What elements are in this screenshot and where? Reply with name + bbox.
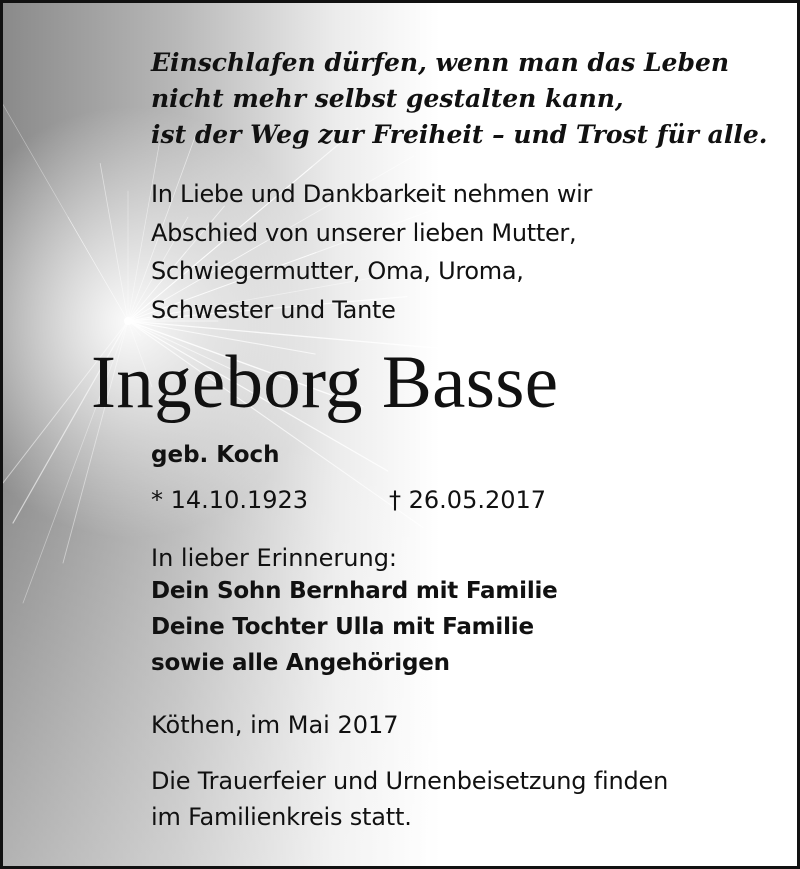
- intro-line: Schwiegermutter, Oma, Uroma,: [151, 257, 524, 285]
- funeral-notice: [151, 763, 668, 835]
- intro-line: Schwester und Tante: [151, 295, 396, 324]
- motto-line: nicht mehr selbst gestalten kann,: [151, 84, 624, 113]
- notice-line: Die Trauerfeier und Urnenbeisetzung finden: [151, 767, 669, 795]
- intro-line: Abschied von unserer lieben Mutter,: [151, 218, 577, 247]
- mourner-line: Dein Sohn Bernhard mit Familie: [151, 578, 558, 604]
- seed-core: [124, 317, 132, 325]
- deceased-name: Ingeborg Basse: [91, 341, 559, 424]
- intro-text: [151, 175, 592, 329]
- motto-line: ist der Weg zur Freiheit – und Trost für alle.: [151, 120, 768, 149]
- motto-line: Einschlafen dürfen, wenn man das Leben: [151, 48, 730, 77]
- maiden-name: geb. Koch: [151, 442, 280, 468]
- birth-date: * 14.10.1923: [151, 486, 309, 514]
- notice-line: im Familienkreis statt.: [151, 803, 412, 831]
- motto-verse: [151, 45, 767, 153]
- mourner-line: sowie alle Angehörigen: [151, 650, 450, 676]
- death-date: † 26.05.2017: [389, 486, 547, 514]
- memory-label: In lieber Erinnerung:: [151, 544, 398, 572]
- place-date: Köthen, im Mai 2017: [151, 711, 399, 739]
- mourners-list: [151, 573, 558, 681]
- mourner-line: Deine Tochter Ulla mit Familie: [151, 614, 534, 640]
- intro-line: In Liebe und Dankbarkeit nehmen wir: [151, 180, 593, 208]
